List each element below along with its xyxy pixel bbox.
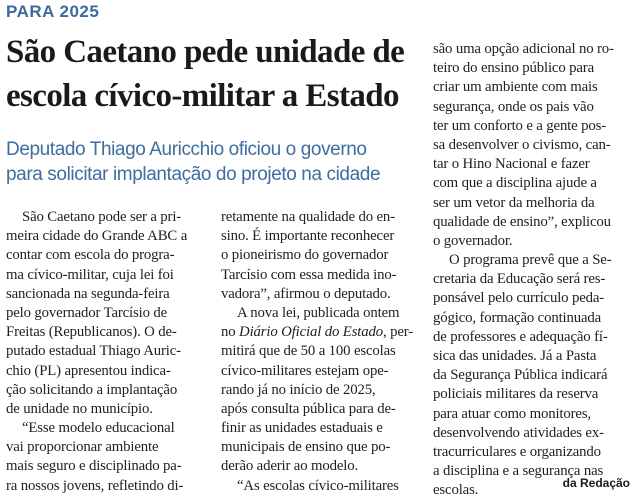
article-text-line: sa desenvolver o civismo, can-	[433, 136, 611, 153]
headline	[6, 30, 418, 118]
article-text-line: ma cívico-militar, cuja lei foi	[6, 266, 174, 283]
subheadline-line: Deputado Thiago Auricchio oficiou o governo	[6, 139, 367, 160]
article-text-line: “As escolas cívico-militares	[237, 477, 399, 494]
article-column-1	[6, 208, 212, 496]
article-text-line: Tarcísio com essa medida ino-	[221, 266, 397, 283]
article-text-line: cretaria da Educação será res-	[433, 271, 606, 288]
article-text-line: A nova lei, publicada ontem	[237, 304, 400, 321]
article-text-line: desenvolvendo atividades ex-	[433, 424, 604, 441]
article-text-line: sino. É importante reconhecer	[221, 228, 395, 245]
article-text-line: pelo governador Tarcísio de	[6, 304, 168, 321]
article-text-line: tracurriculares e organizando	[433, 443, 601, 460]
article-text-line: mitirá que de 50 a 100 escolas	[221, 343, 396, 360]
article-text-line: municipais de ensino que po-	[221, 439, 391, 456]
article-text-line: O programa prevê que a Se-	[449, 252, 612, 269]
article-text-line: são uma opção adicional no ro-	[433, 41, 614, 57]
article-text-line: o governador.	[433, 232, 513, 249]
article-text-line: vai proporcionar ambiente	[6, 439, 159, 456]
article-text-line: qualidade de ensino”, explicou	[433, 213, 611, 230]
headline-line: São Caetano pede unidade de	[6, 34, 405, 70]
article-text-line: para atuar como monitores,	[433, 405, 591, 422]
article-text-line: tar o Hino Nacional e fazer	[433, 156, 590, 173]
article-text-line: putado estadual Thiago Auric-	[6, 343, 181, 360]
article-column-2	[221, 208, 424, 496]
article-text-line: gógico, formação continuada	[433, 309, 602, 326]
article-text-line: ponsável pelo currículo peda-	[433, 290, 605, 307]
section-kicker: PARA 2025	[6, 2, 100, 21]
article-text-line: de professores e adequação fí-	[433, 328, 608, 345]
article-text-line: segurança, onde os pais vão	[433, 98, 594, 115]
article-text-line: ra nossos jovens, refletindo di-	[6, 477, 184, 494]
article-text-line: retamente na qualidade do en-	[221, 209, 395, 225]
article-text-line: ser um vetor da melhoria da	[433, 194, 595, 211]
article-text-line: sancionada na segunda-feira	[6, 285, 170, 302]
byline-credit: da Redação	[562, 476, 630, 490]
article-text-line: derão aderir ao modelo.	[221, 458, 359, 475]
article-text-line: cívico-militares estejam ope-	[221, 362, 389, 379]
article-text-line: meira cidade do Grande ABC a	[6, 228, 188, 245]
article-text-line: São Caetano pode ser a pri-	[22, 209, 182, 225]
article-text-line: ção solicitando a implantação	[6, 381, 178, 398]
article-text-line: ter um conforto e a gente pos-	[433, 117, 606, 134]
article-text-line: criar um ambiente com mais	[433, 79, 598, 96]
headline-line: escola cívico-militar a Estado	[6, 78, 399, 114]
article-column-3	[433, 40, 631, 501]
article-text-line: após consulta pública para de-	[221, 400, 396, 417]
article-text-line: teiro do ensino público para	[433, 60, 594, 77]
article-text-line: chio (PL) apresentou indica-	[6, 362, 171, 379]
article-text-line: a disciplina e a segurança nas	[433, 463, 604, 480]
article-text-line: com que a disciplina ajude a	[433, 175, 597, 192]
article-text-line: rando já no início de 2025,	[221, 381, 376, 398]
article-text-line: de unidade no município.	[6, 400, 153, 417]
article-text-line: “Esse modelo educacional	[22, 420, 175, 437]
article-text-line: policiais militares da reserva	[433, 386, 599, 403]
article-text-line: mais seguro e disciplinado pa-	[6, 458, 182, 475]
article-text-line: vadora”, afirmou o deputado.	[221, 285, 391, 302]
article-text-line: contar com escola do progra-	[6, 247, 175, 264]
article-text-line: Freitas (Republicanos). O de-	[6, 324, 177, 341]
article-text-line: no Diário Oficial do Estado, per-	[221, 324, 414, 341]
subheadline	[6, 137, 426, 187]
article-text-line: da Segurança Pública indicará	[433, 367, 608, 384]
article-text-line: o pioneirismo do governador	[221, 247, 389, 264]
article-text-line: finir as unidades estaduais e	[221, 420, 383, 437]
subheadline-line: para solicitar implantação do projeto na cidade	[6, 164, 381, 185]
article-text-line: escolas.	[433, 482, 479, 499]
article-text-line: sica das unidades. Já a Pasta	[433, 348, 597, 364]
